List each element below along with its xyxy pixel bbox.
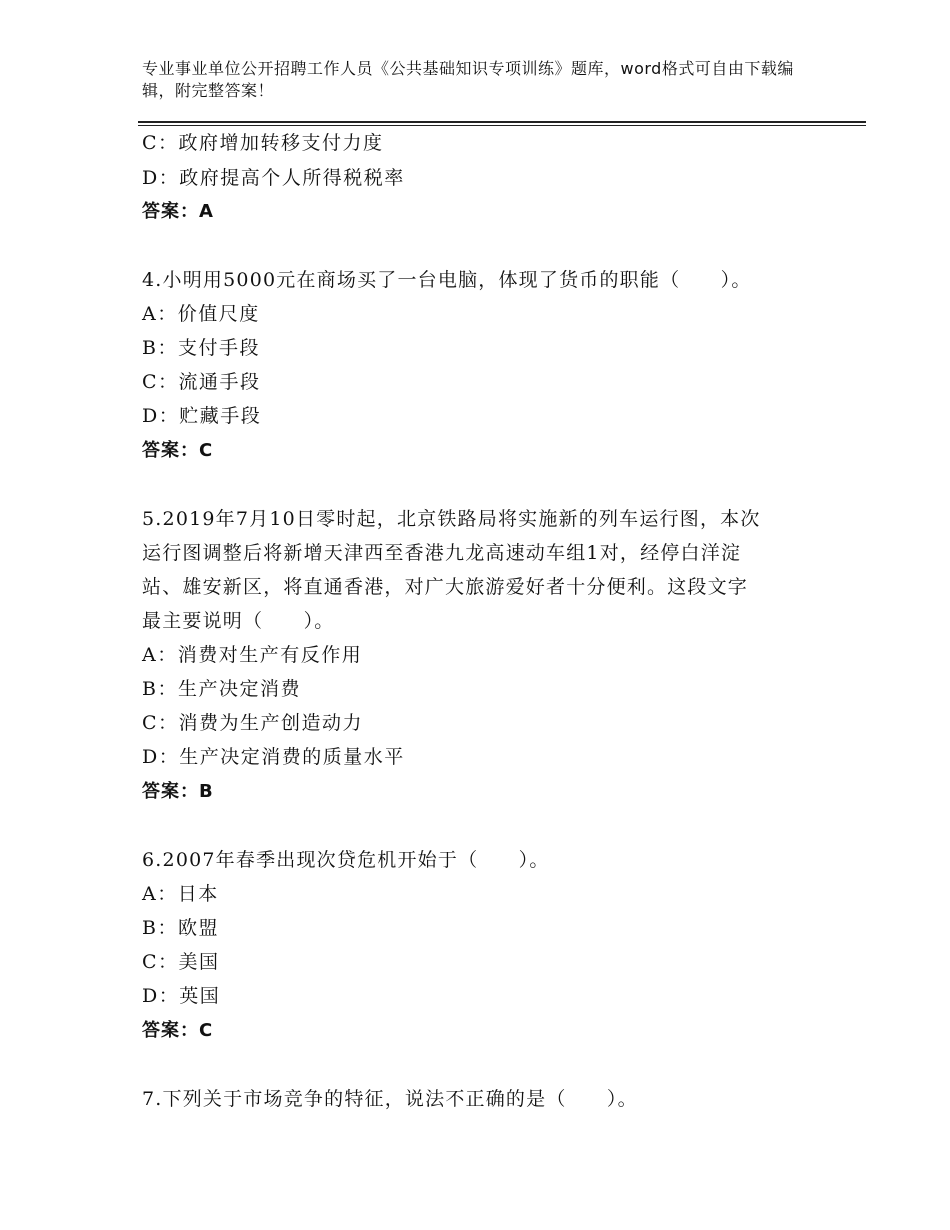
q6-answer: 答案：C <box>142 1020 214 1041</box>
q4-option-b: B：支付手段 <box>142 337 260 359</box>
q6-option-a: A：日本 <box>142 883 219 905</box>
q5-option-c: C：消费为生产创造动力 <box>142 712 364 734</box>
q4-stem: 4.小明用5000元在商场买了一台电脑，体现了货币的职能（ ）。 <box>142 269 752 291</box>
page-header: 专业事业单位公开招聘工作人员《公共基础知识专项训练》题库，word格式可自由下载编辑，附完整答案！ <box>142 59 794 100</box>
header-rule-thick <box>138 121 866 123</box>
prev-option-c: C：政府增加转移支付力度 <box>142 132 384 154</box>
q5-answer: 答案：B <box>142 781 214 802</box>
q5-stem-line-3: 站、雄安新区，将直通香港，对广大旅游爱好者十分便利。这段文字 <box>142 576 749 598</box>
q5-option-b: B：生产决定消费 <box>142 678 301 700</box>
q6-option-b: B：欧盟 <box>142 917 219 939</box>
header-rule-thin <box>138 125 866 126</box>
q5-stem-line-4: 最主要说明（ ）。 <box>142 610 335 632</box>
prev-answer: 答案：A <box>142 201 214 222</box>
q6-stem: 6.2007年春季出现次贷危机开始于（ ）。 <box>142 849 550 871</box>
q7-stem: 7.下列关于市场竞争的特征，说法不正确的是（ ）。 <box>142 1088 638 1110</box>
q5-stem-line-1: 5.2019年7月10日零时起，北京铁路局将实施新的列车运行图，本次 <box>142 508 761 530</box>
q5-option-d: D：生产决定消费的质量水平 <box>142 746 405 768</box>
q5-option-a: A：消费对生产有反作用 <box>142 644 363 666</box>
q4-option-c: C：流通手段 <box>142 371 261 393</box>
q4-option-d: D：贮藏手段 <box>142 405 262 427</box>
q6-option-d: D：英国 <box>142 985 221 1007</box>
q4-option-a: A：价值尺度 <box>142 303 260 325</box>
q4-answer: 答案：C <box>142 440 214 461</box>
q6-option-c: C：美国 <box>142 951 220 973</box>
prev-option-d: D：政府提高个人所得税税率 <box>142 167 405 189</box>
q5-stem-line-2: 运行图调整后将新增天津西至香港九龙高速动车组1对，经停白洋淀 <box>142 542 742 564</box>
